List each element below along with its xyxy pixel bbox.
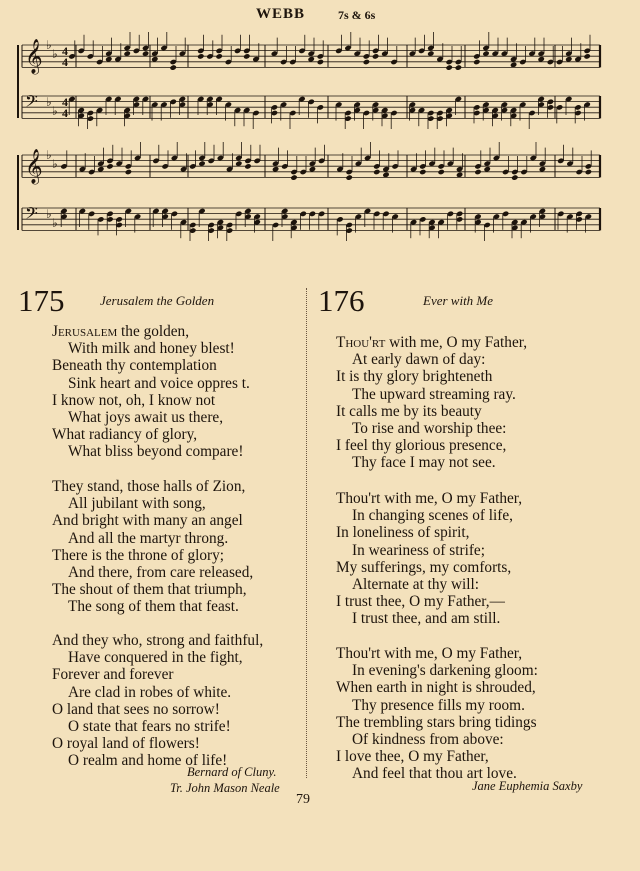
- note-head: [419, 169, 426, 175]
- verse-line: Have conquered in the fight,: [68, 649, 243, 667]
- flat-icon: ♭: [46, 38, 52, 52]
- treble-clef-icon: 𝄞: [25, 149, 43, 184]
- verse-line: What bliss beyond compare!: [68, 443, 244, 461]
- verse-line: Thy face I may not see.: [352, 454, 496, 472]
- verse-line: Thy presence fills my room.: [352, 696, 525, 714]
- verse-line: In evening's darkening gloom:: [352, 662, 538, 680]
- verse-line: Are clad in robes of white.: [68, 683, 232, 701]
- verse-line: My sufferings, my comforts,: [336, 558, 512, 576]
- verse-line: Beneath thy contemplation: [52, 357, 217, 375]
- verse-line: What joys await us there,: [68, 409, 224, 427]
- note-head: [373, 169, 380, 175]
- verse-line: O realm and home of life!: [68, 752, 228, 770]
- note-head: [455, 64, 462, 70]
- verse-line: In loneliness of spirit,: [336, 524, 470, 542]
- note-head: [585, 169, 592, 175]
- hymn-175-stanza-3: [52, 632, 263, 770]
- verse-line: In changing scenes of life,: [352, 507, 513, 525]
- verse-line: Sink heart and voice oppres t.: [68, 374, 250, 392]
- verse-line: I feel thy glorious presence,: [336, 437, 507, 455]
- verse-line: What radiancy of glory,: [52, 426, 198, 444]
- time-signature: 4: [62, 44, 68, 58]
- verse-line: When earth in night is shrouded,: [336, 679, 536, 697]
- page-number: 79: [296, 792, 310, 807]
- column-divider: [306, 288, 307, 778]
- verse-line: The trembling stars bring tidings: [336, 713, 537, 731]
- bass-clef-icon: 𝄢: [25, 203, 38, 227]
- note-head: [372, 53, 379, 59]
- verse-line: There is the throne of glory;: [52, 546, 225, 564]
- verse-line: It calls me by its beauty: [336, 402, 482, 420]
- verse-line: I trust thee, and am still.: [352, 610, 501, 628]
- note-head: [216, 53, 223, 59]
- note-head: [363, 59, 370, 65]
- verse-line: And bright with many an angel: [52, 512, 243, 530]
- verse-line: O land that sees no sorrow!: [52, 700, 220, 718]
- verse-line: Thou'rt with me, O my Father,: [336, 645, 523, 662]
- verse-line: Forever and forever: [52, 666, 174, 684]
- note-head: [243, 53, 250, 59]
- hymn-176-stanza-3: [336, 645, 538, 783]
- verse-line: Of kindness from above:: [352, 731, 504, 749]
- flat-icon: ♭: [52, 104, 58, 118]
- note-head: [244, 163, 251, 169]
- hymn-175-translator: Tr. John Mason Neale: [170, 781, 280, 795]
- verse-line: I know not, oh, I know not: [52, 391, 216, 409]
- tune-header: [0, 6, 640, 26]
- verse-line: The upward streaming ray.: [352, 385, 516, 403]
- first-word: Jerusalem: [52, 323, 118, 340]
- note-head: [106, 163, 113, 169]
- note-head: [474, 169, 481, 175]
- flat-icon: ♭: [46, 95, 52, 109]
- score-systems: [18, 32, 600, 241]
- music-score: [0, 30, 640, 270]
- verse-line: The shout of them that triumph,: [52, 581, 247, 599]
- note-head: [511, 174, 518, 180]
- verse-line: Alternate at thy will:: [352, 576, 480, 594]
- note-head: [446, 64, 453, 70]
- hymn-176-stanza-2: [336, 490, 522, 628]
- flat-icon: ♭: [52, 216, 58, 230]
- time-signature: 4: [62, 95, 68, 109]
- verse-line: Thou'rt with me, O my Father,: [336, 490, 523, 507]
- verse-line: [336, 334, 527, 351]
- verse-line: O royal land of flowers!: [52, 735, 200, 753]
- tune-name: WEBB: [256, 6, 306, 22]
- treble-clef-icon: 𝄞: [25, 39, 43, 74]
- line-text: the golden,: [117, 323, 190, 340]
- hymn-title-176: Ever with Me: [423, 293, 494, 308]
- first-word: Thou'rt: [336, 334, 386, 351]
- verse-line: In weariness of strife;: [352, 541, 485, 559]
- verse-line: O state that fears no strife!: [68, 718, 231, 736]
- note-head: [170, 64, 177, 70]
- flat-icon: ♭: [52, 157, 58, 171]
- hymn-175-author: Bernard of Cluny.: [187, 765, 277, 779]
- tune-meter: 7s & 6s: [338, 8, 376, 22]
- verse-line: I trust thee, O my Father,—: [336, 593, 505, 611]
- time-signature: 4: [62, 106, 68, 120]
- verse-line: And feel that thou art love.: [352, 765, 517, 783]
- verse-line: To rise and worship thee:: [352, 420, 507, 438]
- line-text: with me, O my Father,: [385, 334, 528, 351]
- verse-line: They stand, those halls of Zion,: [52, 478, 246, 495]
- hymn-number-175: 175: [18, 283, 65, 318]
- hymn-176-author: Jane Euphemia Saxby: [472, 779, 583, 793]
- flat-icon: ♭: [46, 207, 52, 221]
- note-head: [290, 174, 297, 180]
- note-head: [473, 59, 480, 65]
- verse-line: I love thee, O my Father,: [336, 748, 489, 766]
- verse-line: It is thy glory brighteneth: [336, 368, 493, 386]
- hymn-175-stanza-2: [52, 478, 253, 616]
- verse-line: [52, 323, 250, 340]
- note-head: [584, 53, 591, 59]
- hymn-175-stanza-1: [52, 323, 250, 461]
- flat-icon: ♭: [52, 47, 58, 61]
- verse-line: At early dawn of day:: [352, 351, 486, 369]
- note-head: [197, 53, 204, 59]
- hymn-176-stanza-1: [336, 334, 527, 472]
- hymn-number-176: 176: [318, 283, 365, 318]
- verse-line: And there, from care released,: [68, 564, 254, 582]
- bass-clef-icon: 𝄢: [25, 91, 38, 115]
- note-head: [346, 174, 353, 180]
- note-head: [438, 169, 445, 175]
- verse-line: And they who, strong and faithful,: [52, 632, 264, 649]
- note-head: [317, 59, 324, 65]
- note-head: [125, 169, 132, 175]
- verse-line: With milk and honey blest!: [68, 340, 235, 358]
- flat-icon: ♭: [46, 148, 52, 162]
- verse-line: The song of them that feast.: [68, 598, 239, 616]
- time-signature: 4: [62, 55, 68, 69]
- verse-line: All jubilant with song,: [68, 495, 206, 513]
- hymn-title-175: Jerusalem the Golden: [100, 293, 215, 308]
- verse-line: And all the martyr throng.: [68, 529, 229, 547]
